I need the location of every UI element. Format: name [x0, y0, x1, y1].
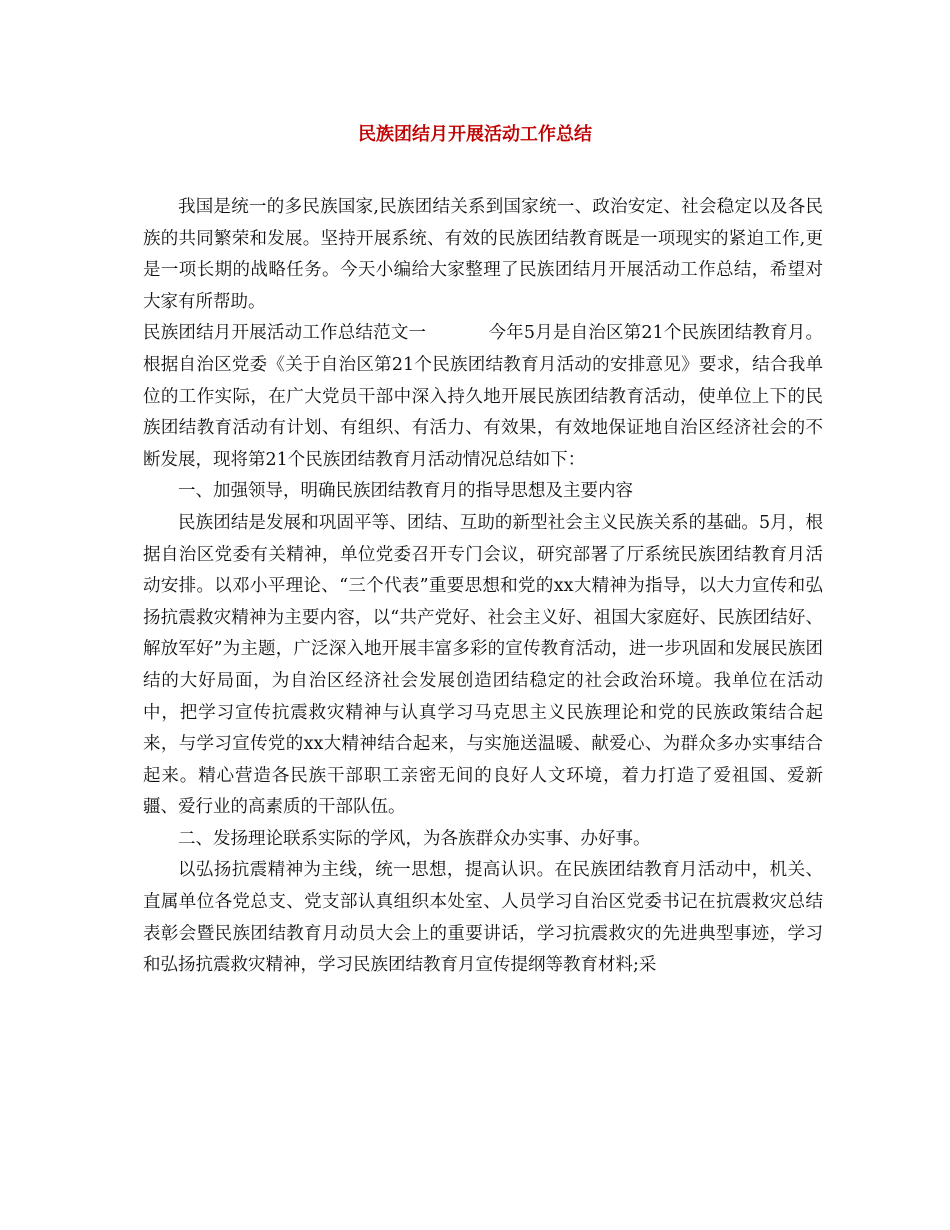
sample-heading: 民族团结月开展活动工作总结范文一 — [143, 323, 427, 344]
section-1-heading: 一、加强领导，明确民族团结教育月的指导思想及主要内容 — [178, 481, 633, 502]
document-body — [143, 192, 823, 982]
section-2-body: 以弘扬抗震精神为主线，统一思想，提高认识。在民族团结教育月活动中，机关、直属单位各党总支、党支部认真组织本处室、人员学习自治区党委书记在抗震救灾总结表彰会暨民族团结教育月动员大会上的重要讲话，学习抗震救灾的先进典型事迹，学习和弘扬抗震救灾精神，学习民族团结教育月宣传提纲等教育材料;采 — [143, 860, 823, 976]
section-2-heading: 二、发扬理论联系实际的学风，为各族群众办实事、办好事。 — [178, 828, 651, 849]
document-title: 民族团结月开展活动工作总结 — [358, 124, 592, 145]
sample-paragraph — [143, 318, 823, 476]
section-1-body: 民族团结是发展和巩固平等、团结、互助的新型社会主义民族关系的基础。5月，根据自治区党委有关精神，单位党委召开专门会议，研究部署了厅系统民族团结教育月活动安排。以邓小平理论、“三个代表”重要思想和党的xx大精神为指导，以大力宣传和弘扬抗震救灾精神为主要内容，以“共产党好、社会主义好、祖国大家庭好、民族团结好、解放军好”为主题，广泛深入地开展丰富多彩的宣传教育活动，进一步巩固和发展民族团结的大好局面，为自治区经济社会发展创造团结稳定的社会政治环境。我单位在活动中，把学习宣传抗震救灾精神与认真学习马克思主义民族理论和党的民族政策结合起来，与学习宣传党的xx大精神结合起来，与实施送温暖、献爱心、为群众多办实事结合起来。精心营造各民族干部职工亲密无间的良好人文环境，着力打造了爱祖国、爱新疆、爱行业的高素质的干部队伍。 — [143, 512, 823, 818]
intro-paragraph: 我国是统一的多民族国家,民族团结关系到国家统一、政治安定、社会稳定以及各民族的共同繁荣和发展。坚持开展系统、有效的民族团结教育既是一项现实的紧迫工作,更是一项长期的战略任务。今天小编给大家整理了民族团结月开展活动工作总结，希望对大家有所帮助。 — [143, 197, 823, 312]
sample-lead-text: 今年5月是自治区第21个民族团结教育月。根据自治区党委《关于自治区第21个民族团结教育月活动的安排意见》要求，结合我单位的工作实际，在广大党员干部中深入持久地开展民族团结教育活动，使单位上下的民族团结教育活动有计划、有组织、有活力、有效果，有效地保证地自治区经济社会的不断发展，现将第21个民族团结教育月活动情况总结如下： — [143, 323, 824, 470]
